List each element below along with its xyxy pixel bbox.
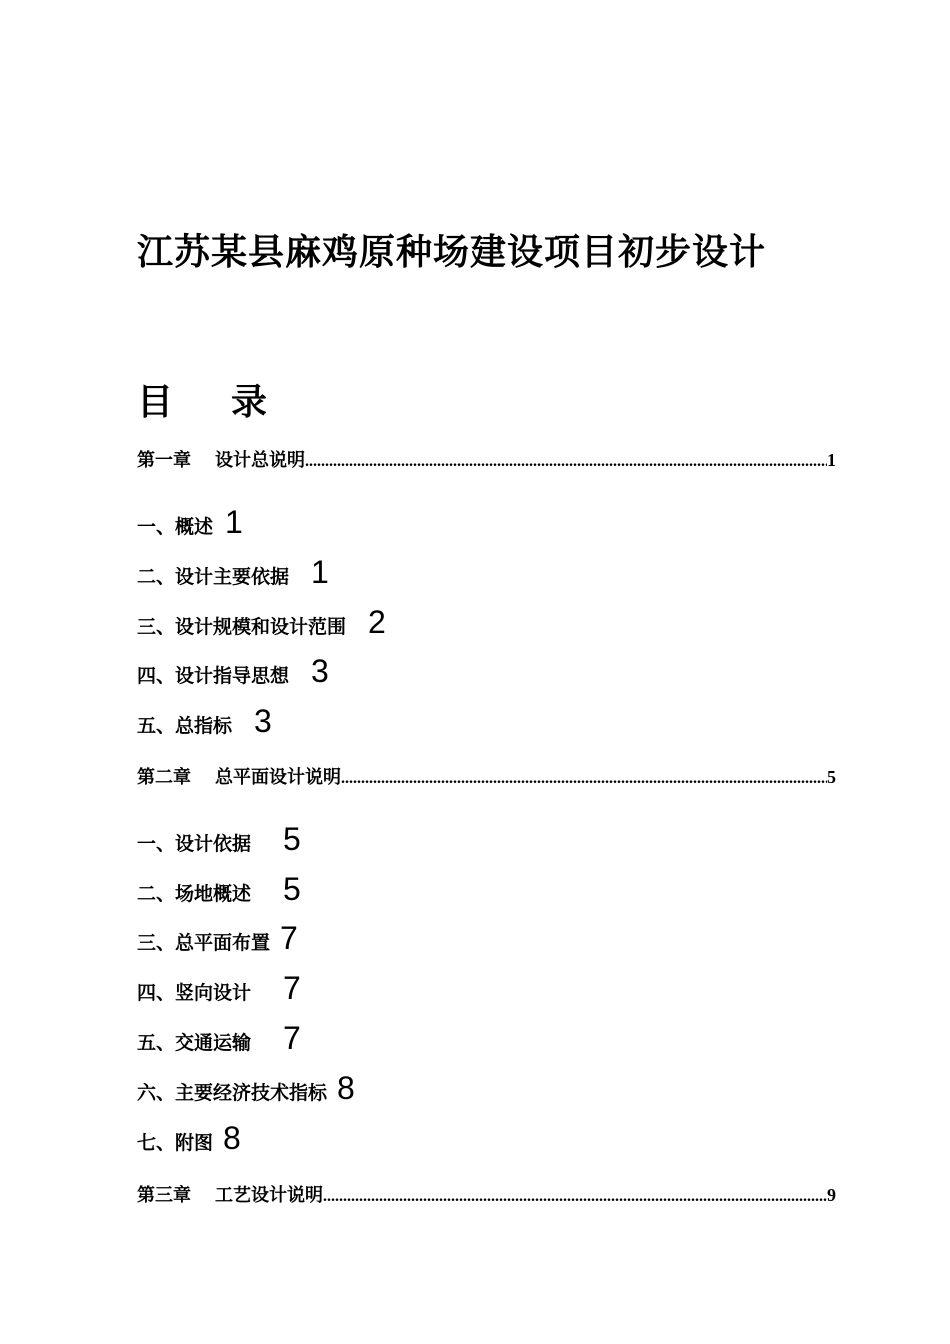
toc-entry-label: 三、设计规模和设计范围 [137, 616, 347, 638]
toc-entry-page: 7 [283, 1020, 301, 1056]
toc-entry-page: 7 [283, 970, 301, 1006]
chapter-title: 总平面设计说明 [215, 767, 341, 788]
toc-chapter-3[interactable] [137, 1182, 836, 1210]
chapter-title: 设计总说明 [215, 450, 305, 471]
toc-entry[interactable] [137, 920, 298, 957]
toc-entry-page: 3 [254, 703, 272, 739]
toc-chapter-2[interactable] [137, 764, 836, 792]
chapter-page-number: 9 [827, 1185, 836, 1205]
toc-entry-label: 二、设计主要依据 [137, 566, 290, 588]
toc-entry-page: 8 [337, 1070, 355, 1106]
chapter-page-number: 5 [827, 767, 836, 787]
toc-entry-label: 四、竖向设计 [137, 982, 252, 1004]
toc-entry-page: 5 [283, 821, 301, 857]
toc-entry-label: 一、设计依据 [137, 833, 252, 855]
toc-entry-page: 7 [280, 920, 298, 956]
toc-entry-label: 一、概述 [137, 516, 214, 538]
dot-leader [305, 449, 827, 475]
chapter-number: 第一章 [137, 450, 191, 471]
chapter-number: 第二章 [137, 767, 191, 788]
toc-entry-label: 四、设计指导思想 [137, 665, 290, 687]
toc-entry[interactable] [137, 653, 329, 690]
toc-entry[interactable] [137, 1020, 301, 1057]
toc-entry-page: 1 [225, 504, 243, 540]
toc-entry-page: 8 [223, 1120, 241, 1156]
chapter-page-number: 1 [827, 450, 836, 470]
chapter-number: 第三章 [137, 1185, 191, 1206]
toc-entry-label: 二、场地概述 [137, 883, 252, 905]
toc-entry-label: 五、总指标 [137, 715, 233, 737]
toc-entry-page: 2 [368, 604, 386, 640]
toc-entry-label: 五、交通运输 [137, 1032, 252, 1054]
toc-entry[interactable] [137, 504, 243, 541]
toc-chapter-1[interactable] [137, 447, 836, 475]
toc-heading-left: 目 [137, 382, 174, 423]
toc-entry[interactable] [137, 554, 329, 591]
toc-entry[interactable] [137, 970, 301, 1007]
toc-entry[interactable] [137, 1070, 355, 1107]
toc-heading [137, 378, 267, 428]
toc-entry-page: 5 [283, 871, 301, 907]
toc-entry-label: 六、主要经济技术指标 [137, 1082, 328, 1104]
toc-entry-page: 1 [311, 554, 329, 590]
dot-leader [323, 1184, 827, 1210]
toc-entry[interactable] [137, 703, 272, 740]
chapter-title: 工艺设计说明 [215, 1185, 323, 1206]
toc-entry[interactable] [137, 1120, 241, 1157]
toc-entry[interactable] [137, 821, 301, 858]
toc-heading-right: 录 [231, 382, 268, 423]
toc-entry[interactable] [137, 604, 386, 641]
toc-entry-label: 三、总平面布置 [137, 932, 271, 954]
document-title: 江苏某县麻鸡原种场建设项目初步设计 [137, 232, 767, 273]
toc-entry-label: 七、附图 [137, 1132, 214, 1154]
toc-entry[interactable] [137, 871, 301, 908]
toc-entry-page: 3 [311, 653, 329, 689]
dot-leader [341, 766, 827, 792]
